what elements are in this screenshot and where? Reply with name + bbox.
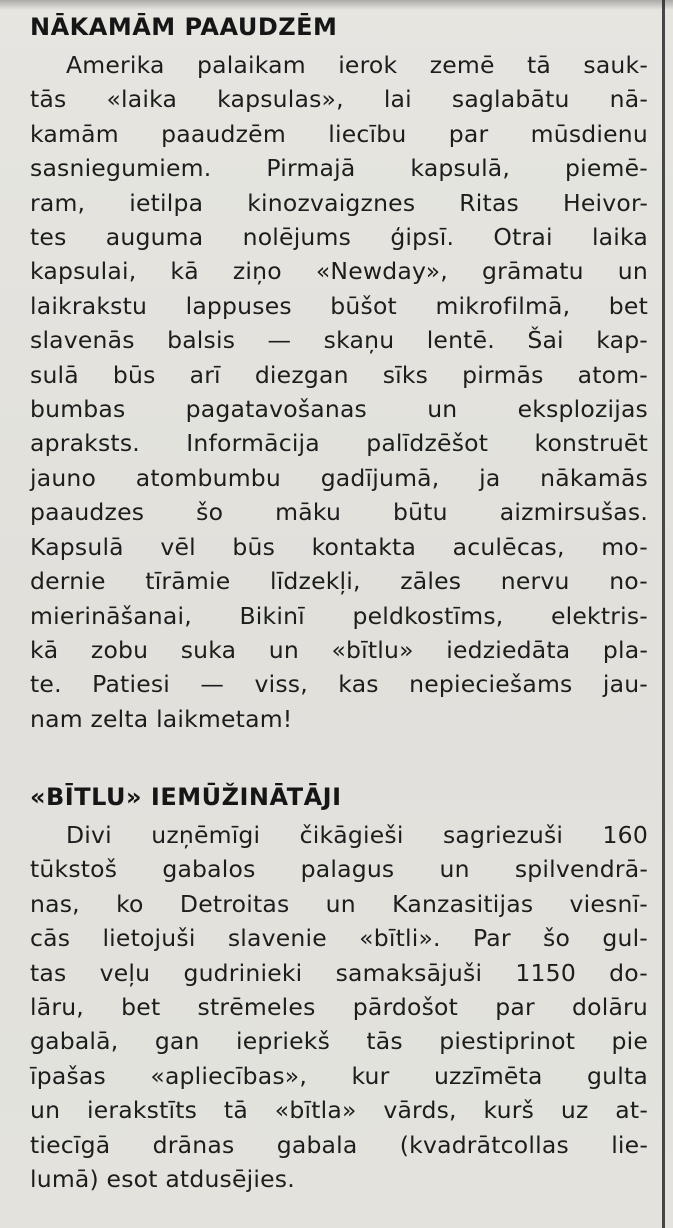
- body-line: sasniegumiem. Pirmajā kapsulā, piemē-: [30, 154, 648, 183]
- body-line: Divi uzņēmīgi čikāgieši sagriezuši 160: [66, 821, 648, 849]
- body-line: kamām paaudzēm liecību par mūsdienu: [30, 119, 648, 148]
- article-headline: NĀKAMĀM PAAUDZĒM: [30, 13, 338, 41]
- body-line: tūkstoš gabalos palagus un spilvendrā-: [30, 855, 648, 884]
- article-bitlu-iemuzinataji: [30, 780, 648, 1196]
- body-line: tās «laika kapsulas», lai saglabātu nā-: [30, 85, 648, 114]
- body-line: gabalā, gan iepriekš tās piestiprinot pie: [30, 1027, 648, 1056]
- body-line: lumā) esot atdusējies.: [30, 1165, 295, 1194]
- body-line: tiecīgā drānas gabala (kvadrātcollas lie-: [30, 1130, 648, 1159]
- body-line: laikrakstu lappuses būšot mikrofilmā, bet: [30, 291, 648, 320]
- body-line: un ierakstīts tā «bītla» vārds, kurš uz at-: [30, 1096, 648, 1125]
- body-line: lāru, bet strēmeles pārdošot par dolāru: [30, 993, 648, 1022]
- column-rule: [662, 0, 665, 1228]
- body-line: nas, ko Detroitas un Kanzasitijas viesnī-: [30, 889, 648, 918]
- article-nakamam-paaudzem: [30, 10, 648, 736]
- body-line: slavenās balsis — skaņu lentē. Šai kap-: [30, 326, 648, 355]
- body-line: īpašas «apliecības», kur uzzīmēta gulta: [30, 1061, 648, 1090]
- body-line: jauno atombumbu gadījumā, ja nākamās: [30, 463, 648, 492]
- body-line: ram, ietilpa kinozvaigznes Ritas Heivor-: [30, 188, 648, 217]
- body-line: sulā būs arī diezgan sīks pirmās atom-: [30, 360, 648, 389]
- article-headline: «BĪTLU» IEMŪŽINĀTĀJI: [30, 783, 342, 811]
- body-line: cās lietojuši slavenie «bītli». Par šo gul-: [30, 924, 648, 953]
- article-body: [30, 818, 648, 1196]
- body-line: Amerika palaikam ierok zemē tā sauk-: [66, 51, 648, 79]
- body-line: tas veļu gudrinieki samaksājuši 1150 do-: [30, 958, 648, 987]
- body-line: kapsulai, kā ziņo «Newday», grāmatu un: [30, 257, 648, 286]
- body-line: nam zelta laikmetam!: [30, 704, 293, 733]
- body-line: paaudzes šo māku būtu aizmirsušas.: [30, 498, 648, 527]
- body-line: Kapsulā vēl būs kontakta aculēcas, mo-: [30, 532, 648, 561]
- body-line: te. Patiesi — viss, kas nepieciešams jau-: [30, 670, 648, 699]
- body-line: bumbas pagatavošanas un eksplozijas: [30, 395, 648, 424]
- body-line: apraksts. Informācija palīdzēšot konstruēt: [30, 429, 648, 458]
- scan-edge-shadow: [0, 0, 673, 10]
- body-line: mierināšanai, Bikinī peldkostīms, elektris-: [30, 601, 648, 630]
- body-line: dernie tīrāmie līdzekļi, zāles nervu no-: [30, 567, 648, 596]
- body-line: tes auguma nolējums ģipsī. Otrai laika: [30, 223, 648, 252]
- body-line: kā zobu suka un «bītlu» iedziedāta pla-: [30, 635, 648, 664]
- article-body: [30, 48, 648, 736]
